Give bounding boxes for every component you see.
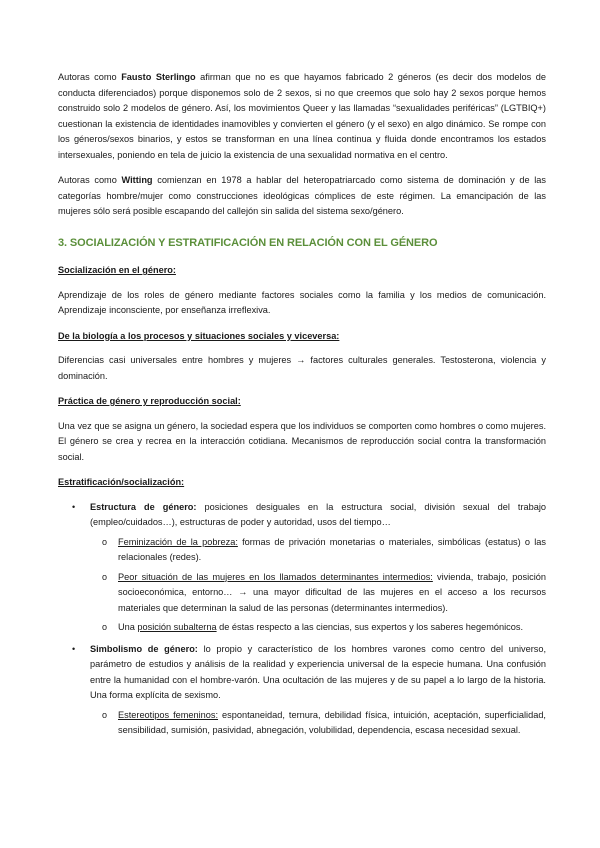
text-run: afirman que no es que hayamos fabricado 2 géneros (es decir dos modelos de conducta diferenciados) porque disponemos solo de 2 sexos, si no que creemos que solo hay 2 sexos porque hemos construido solo 2 modelos de género. Así, los movimientos Queer y las llamadas “sexualidades periféricas” (LGTBIQ+) cuestionan la existencia de identidades inamovibles y convierten el género (y el sexo) en algo dinámico. Se rompe con los géneros/sexos binarios, y estos se transforman en una línea continua y fluida donde encontramos los estados intersexuales, poniendo en tela de juicio la existencia de una sexualidad normativa en el centro. [58,72,547,160]
text-run: Una [118,622,138,632]
author-name: Fausto Sterlingo [121,72,196,82]
sub-list-item [90,708,546,739]
text-run: espontaneidad, ternura, debilidad física, intuición, aceptación, superficialidad, sensibilidad, sumisión, pasividad, abnegación, volubilidad, dependencia, escasa necesidad sexual. [118,709,546,735]
document-body [58,70,546,745]
circle-bullet-icon: o [102,571,108,582]
sub-list [90,708,546,739]
bullet-list [58,500,546,739]
term: Peor situación de las mujeres en los llamados determinantes intermedios: [118,571,433,582]
subheading-socializacion: Socialización en el género: [58,265,176,275]
bullet-icon: • [72,501,76,512]
text-run: posiciones desiguales en la estructura social, división sexual del trabajo (empleo/cuidados…), estructuras de poder y autoridad, usos del tiempo… [90,501,547,527]
author-name: Witting [121,175,153,185]
bullet-icon: • [72,643,76,654]
term: Estructura de género: [90,501,197,512]
section-title: 3. SOCIALIZACIÓN Y ESTRATIFICACIÓN EN RELACIÓN CON EL GÉNERO [58,236,438,249]
term: posición subalterna [137,622,217,632]
text-run: Autoras como [58,175,122,185]
text-run: de éstas respecto a las ciencias, sus expertos y los saberes hegemónicos. [216,622,524,632]
circle-bullet-icon: o [102,536,108,547]
list-item-estructura [58,500,546,636]
term: Feminización de la pobreza: [118,536,238,547]
sub-list-item [90,535,546,566]
term: Estereotipos femeninos: [118,709,219,720]
text-run: comienzan en 1978 a hablar del heteropatriarcado como sistema de dominación y de las categorías hombre/mujer como construcciones ideológicas cómplices de este régimen. La emancipación de las mujeres sólo será posible escapando del callejón sin salida del sistema sexo/género. [58,175,546,216]
paragraph-socializacion: Aprendizaje de los roles de género mediante factores sociales como la familia y los medios de comunicación. Aprendizaje inconsciente, por enseñanza irreflexiva. [58,289,546,315]
sub-list-item [90,620,546,636]
text-run: lo propio y característico de los hombres varones como centro del universo, parámetro de estudios y análisis de la realidad y experiencia universal de la especie humana. Una confusión entre la humanidad con el hombre-varón. Una ocultación de las mujeres y de su papel a lo largo de la historia. Una forma explícita de sexismo. [90,643,547,700]
paragraph-biologia: Diferencias casi universales entre hombres y mujeres → factores culturales generales. Testosterona, violencia y dominación. [58,355,546,381]
list-item-simbolismo [58,642,546,739]
text-run: vivienda, trabajo, posición socioeconómica, entorno… → una mayor dificultad de las mujeres en el acceso a los recursos materiales que determinan la salud de las personas (determinantes intermedios). [118,571,546,613]
text-run: Autoras como [58,72,122,82]
paragraph-practica: Una vez que se asigna un género, la sociedad espera que los individuos se comporten como hombres o como mujeres. El género se crea y recrea en la interacción cotidiana. Mecanismos de reproducción social contra la transformación social. [58,420,546,462]
intro-paragraph-2 [58,173,546,220]
intro-paragraph-1 [58,70,546,163]
text-run: formas de privación monetarias o materiales, simbólicas (estatus) o las relacionales (redes). [118,536,546,562]
circle-bullet-icon: o [102,709,108,720]
term: Simbolismo de género: [90,643,198,654]
subheading-biologia: De la biología a los procesos y situaciones sociales y viceversa: [58,330,340,341]
sub-list [90,535,546,636]
subheading-estratificacion: Estratificación/socialización: [58,477,185,487]
sub-list-item [90,570,546,617]
circle-bullet-icon: o [102,622,108,632]
subheading-practica: Práctica de género y reproducción social: [58,396,241,406]
